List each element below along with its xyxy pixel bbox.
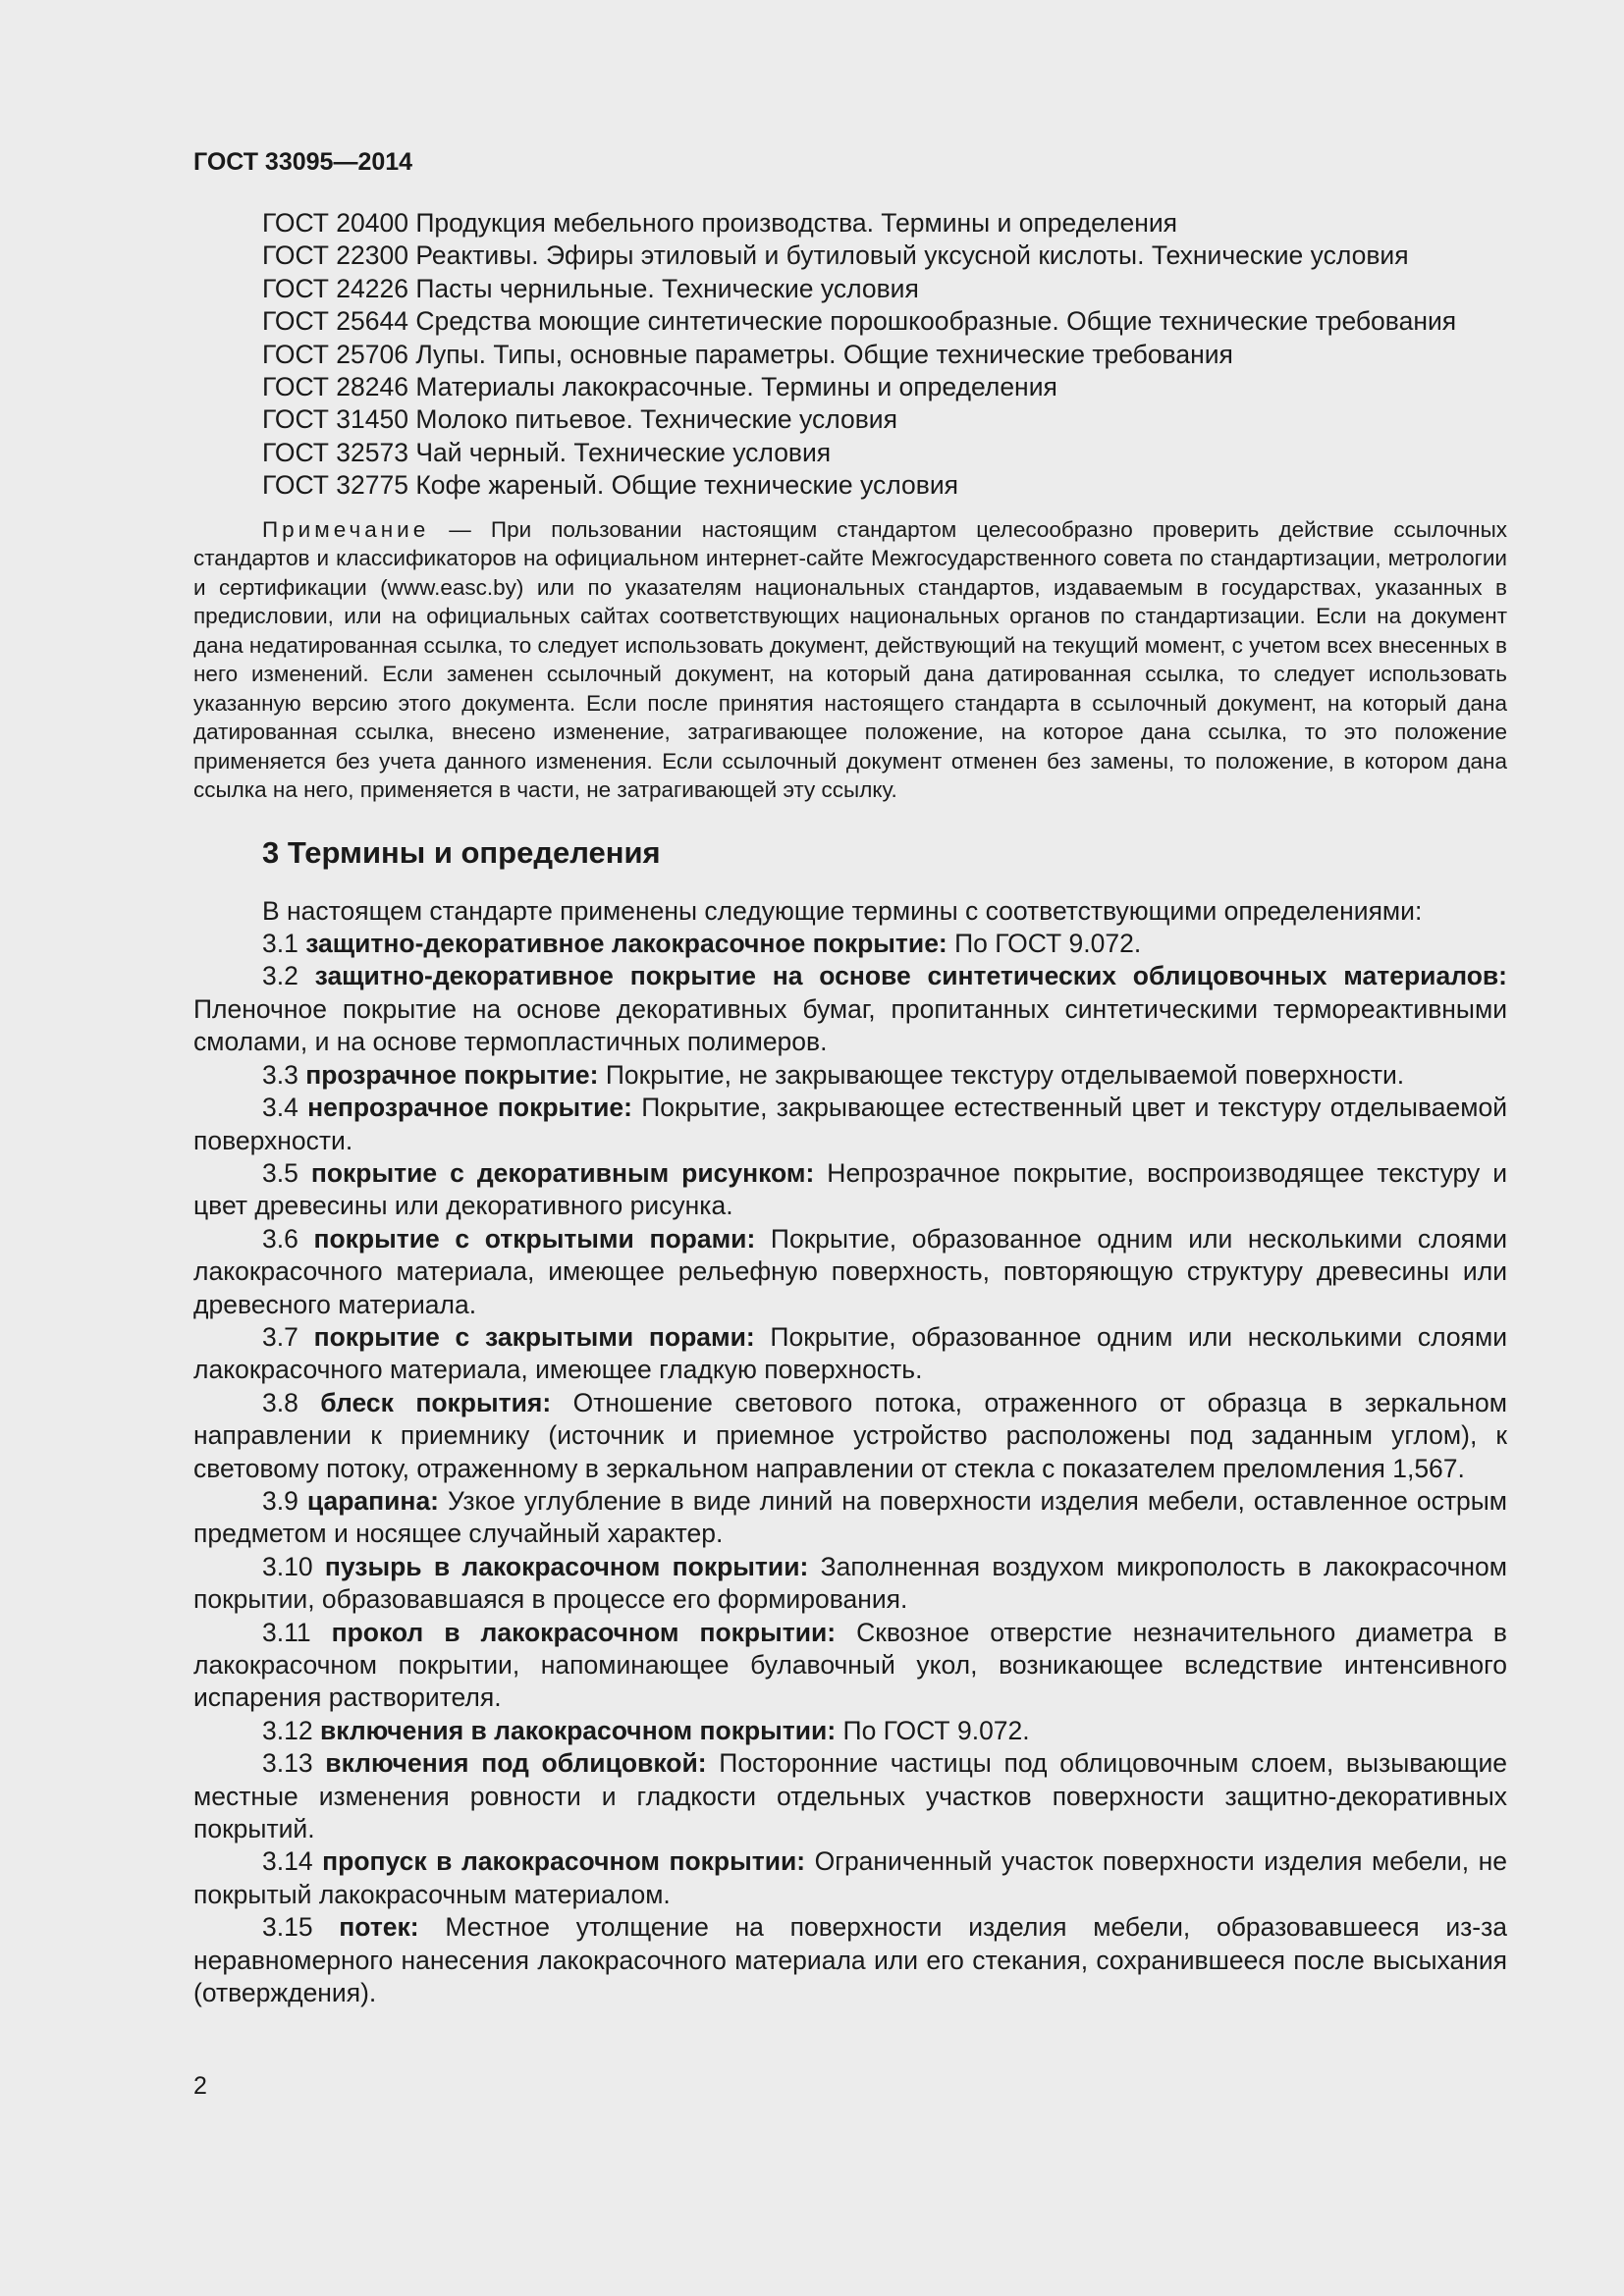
term-number: 3.1 <box>262 929 306 959</box>
term-text: Покрытие, образованное одним или несколькими слоями лакокрасочного материала, имеющее гладкую поверхность. <box>193 1321 1507 1385</box>
term-name: непрозрачное покрытие: <box>307 1093 632 1123</box>
reference-item: ГОСТ 31450 Молоко питьевое. Технические условия <box>262 404 897 435</box>
section-intro: В настоящем стандарте применены следующие термины с соответствующими определениями: <box>262 895 1423 926</box>
term-name: покрытие с закрытыми порами: <box>313 1321 755 1352</box>
term-number: 3.6 <box>262 1223 314 1254</box>
term-definition <box>193 1321 1507 1387</box>
term-definition <box>193 1551 1507 1617</box>
term-name: защитно-декоративное покрытие на основе синтетических облицовочных материалов: <box>314 961 1507 991</box>
term-definition <box>193 1715 1507 1747</box>
term-name: прозрачное покрытие: <box>305 1059 599 1090</box>
term-definition <box>193 1223 1507 1321</box>
term-name: пропуск в лакокрасочном покрытии: <box>322 1846 806 1877</box>
term-definition <box>193 1059 1507 1092</box>
reference-item: ГОСТ 25644 Средства моющие синтетические порошкообразные. Общие технические требования <box>262 306 1457 337</box>
term-name: защитно-декоративное лакокрасочное покрытие: <box>305 929 947 959</box>
reference-item: ГОСТ 32573 Чай черный. Технические условия <box>262 437 832 467</box>
term-name: блеск покрытия: <box>320 1387 552 1417</box>
term-number: 3.13 <box>262 1748 326 1779</box>
term-number: 3.10 <box>262 1551 325 1581</box>
reference-item: ГОСТ 22300 Реактивы. Эфиры этиловый и бутиловый уксусной кислоты. Технические условия <box>262 240 1409 271</box>
term-text: По ГОСТ 9.072. <box>836 1715 1030 1745</box>
term-text: Местное утолщение на поверхности изделия мебели, образовавшееся из-за неравномерного нанесения лакокрасочного материала или его стекания, сохранившееся после высыхания (отверждения). <box>193 1912 1507 2008</box>
term-definition <box>193 1747 1507 1845</box>
term-text: Непрозрачное покрытие, воспроизводящее текстуру и цвет древесины или декоративного рисунка. <box>193 1157 1507 1221</box>
reference-item: ГОСТ 20400 Продукция мебельного производства. Термины и определения <box>262 208 1178 238</box>
term-number: 3.2 <box>262 961 315 991</box>
term-definition <box>193 1387 1507 1485</box>
term-number: 3.7 <box>262 1321 314 1352</box>
term-definition <box>193 1911 1507 2009</box>
term-name: покрытие с декоративным рисунком: <box>310 1157 815 1188</box>
term-text: Заполненная воздухом микрополость в лакокрасочном покрытии, образовавшаяся в процессе его формирования. <box>193 1551 1507 1615</box>
term-number: 3.3 <box>262 1059 306 1090</box>
term-definition <box>193 1617 1507 1715</box>
term-name: пузырь в лакокрасочном покрытии: <box>324 1551 809 1581</box>
page-content <box>193 147 1507 2009</box>
terms-list <box>193 928 1507 2009</box>
term-number: 3.5 <box>262 1157 311 1188</box>
reference-item: ГОСТ 28246 Материалы лакокрасочные. Термины и определения <box>262 372 1057 402</box>
term-name: потек: <box>339 1912 419 1943</box>
term-name: прокол в лакокрасочном покрытии: <box>331 1617 837 1647</box>
term-number: 3.4 <box>262 1093 308 1123</box>
term-definition <box>193 928 1507 960</box>
note-paragraph <box>193 515 1507 805</box>
term-text: Покрытие, не закрывающее текстуру отделываемой поверхности. <box>598 1059 1405 1090</box>
term-text: По ГОСТ 9.072. <box>947 929 1142 959</box>
reference-list <box>193 207 1507 503</box>
note-label: Примечание <box>262 516 430 542</box>
reference-item: ГОСТ 25706 Лупы. Типы, основные параметры. Общие технические требования <box>262 339 1233 369</box>
term-number: 3.12 <box>262 1715 320 1745</box>
term-name: включения в лакокрасочном покрытии: <box>319 1715 837 1745</box>
note-text: При пользовании настоящим стандартом целесообразно проверить действие ссылочных стандартов и классификаторов на официальном интернет-сайте Межгосударственного совета по стандартизации, метрологии и сертификации (www.easc.by) или по указателям национальных стандартов, издаваемым в государствах, указанных в предисловии, или на официальных сайтах соответствующих национальных органов по стандартизации. Если на документ дана недатированная ссылка, то следует использовать документ, действующий на текущий момент, с учетом всех внесенных в него изменений. Если заменен ссылочный документ, на который дана датированная ссылка, то следует использовать указанную версию этого документа. Если после принятия настоящего стандарта в ссылочный документ, на который дана датированная ссылка, внесено изменение, затрагивающее положение, на которое дана ссылка, то это положение применяется без учета данного изменения. Если ссылочный документ отменен без замены, то положение, в котором дана ссылка на него, применяется в части, не затрагивающей эту ссылку. <box>193 516 1507 803</box>
term-text: Покрытие, закрывающее естественный цвет и текстуру отделываемой поверхности. <box>193 1093 1507 1155</box>
term-number: 3.11 <box>262 1617 332 1647</box>
term-text: Пленочное покрытие на основе декоративных бумаг, пропитанных синтетическими термореактивными смолами, и на основе термопластичных полимеров. <box>193 993 1507 1057</box>
term-definition <box>193 960 1507 1058</box>
page-number: 2 <box>193 2072 207 2100</box>
term-name: покрытие с открытыми порами: <box>313 1223 756 1254</box>
term-number: 3.15 <box>262 1912 340 1943</box>
note-dash: — <box>429 516 491 542</box>
term-definition <box>193 1157 1507 1223</box>
term-definition <box>193 1845 1507 1911</box>
term-number: 3.9 <box>262 1485 307 1516</box>
term-text: Посторонние частицы под облицовочным слоем, вызывающие местные изменения ровности и гладкости отдельных участков поверхности защитно-декоративных покрытий. <box>193 1748 1507 1844</box>
reference-item: ГОСТ 32775 Кофе жареный. Общие технические условия <box>262 470 958 501</box>
term-name: включения под облицовкой: <box>325 1748 707 1779</box>
term-text: Покрытие, образованное одним или несколькими слоями лакокрасочного материала, имеющее рельефную поверхность, повторяющую структуру древесины или древесного материала. <box>193 1223 1508 1319</box>
term-number: 3.8 <box>262 1387 321 1417</box>
reference-item: ГОСТ 24226 Пасты чернильные. Технические условия <box>262 273 919 303</box>
term-definition <box>193 1485 1507 1551</box>
term-text: Ограниченный участок поверхности изделия мебели, не покрытый лакокрасочным материалом. <box>193 1846 1507 1909</box>
document-header: ГОСТ 33095—2014 <box>193 148 413 176</box>
term-number: 3.14 <box>262 1846 323 1877</box>
term-text: Узкое углубление в виде линий на поверхности изделия мебели, оставленное острым предметом и носящее случайный характер. <box>193 1485 1508 1549</box>
term-text: Отношение светового потока, отраженного от образца в зеркальном направлении к приемнику (источник и приемное устройство расположены под заданным углом), к световому потоку, отраженному в зеркальном направлении от стекла с показателем преломления 1,567. <box>193 1387 1507 1483</box>
term-text: Сквозное отверстие незначительного диаметра в лакокрасочном покрытии, напоминающее булавочный укол, возникающее вследствие интенсивного испарения растворителя. <box>193 1617 1507 1713</box>
term-name: царапина: <box>306 1485 440 1516</box>
section-title: 3 Термины и определения <box>262 834 661 870</box>
term-definition <box>193 1092 1507 1157</box>
